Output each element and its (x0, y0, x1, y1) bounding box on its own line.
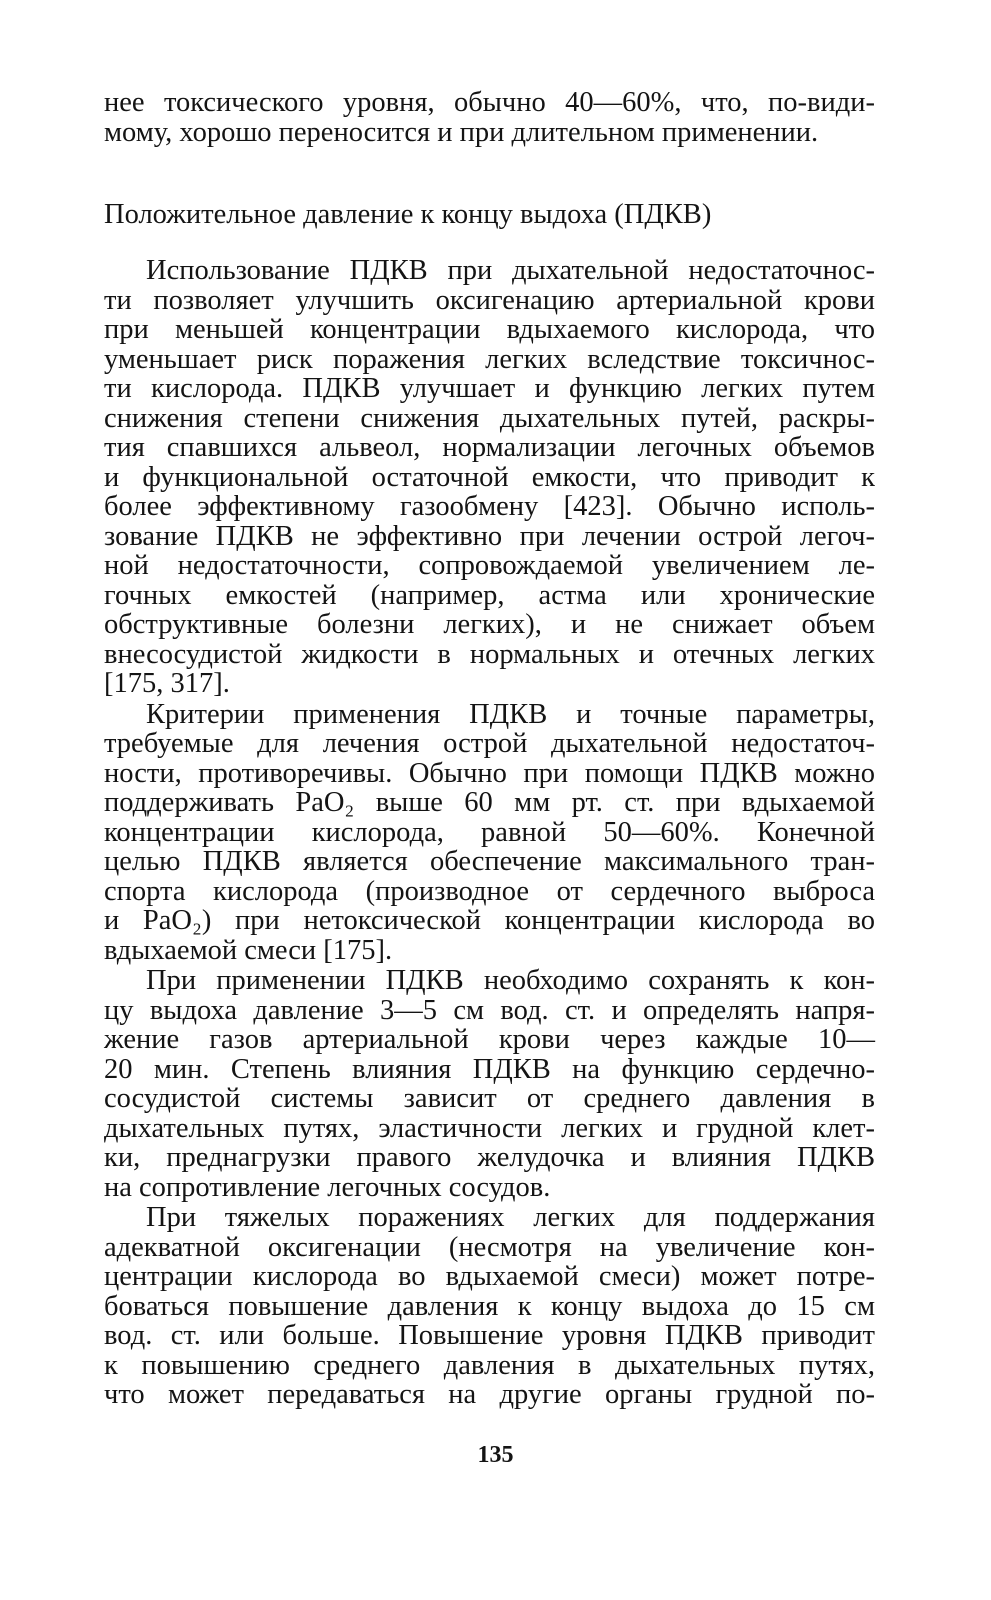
text-line: мому, хорошо переносится и при длительном применении. (104, 116, 819, 148)
text-line: 20 мин. Степень влияния ПДКВ на функцию сердечно- (104, 1053, 875, 1085)
paragraph-3 (104, 966, 875, 1202)
text-line: дыхательных путях, эластичности легких и грудной клет- (104, 1112, 875, 1144)
text-line: обструктивные болезни легких), и не снижает объем (104, 609, 875, 640)
text-line: при меньшей концентрации вдыхаемого кислорода, что (104, 314, 875, 345)
text-line: нее токсического уровня, обычно 40—60%, что, по-види- (104, 87, 875, 118)
text-line: к повышению среднего давления в дыхательных путях, (104, 1349, 875, 1381)
page-number: 135 (477, 1442, 514, 1468)
paragraph-4 (104, 1203, 875, 1410)
text-line: [175, 317]. (104, 668, 230, 699)
paragraph-2 (104, 700, 875, 966)
text-line: снижения степени снижения дыхательных путей, раскры- (104, 402, 875, 434)
text-line: уменьшает риск поражения легких вследствие токсичнос- (104, 343, 875, 375)
page-body (104, 88, 875, 1410)
text-line: гочных емкостей (например, астма или хронические (104, 579, 875, 611)
text-line: вдыхаемой смеси [175]. (104, 934, 393, 966)
text-line: ной недостаточности, сопровождаемой увеличением ле- (104, 550, 875, 581)
text-line: что может передаваться на другие органы грудной по- (104, 1379, 875, 1410)
text-line: на сопротивление легочных сосудов. (104, 1171, 551, 1203)
text-line: целью ПДКВ является обеспечение максимального тран- (104, 846, 875, 877)
text-line: ти кислорода. ПДКВ улучшает и функцию легких путем (104, 373, 875, 404)
text-line: центрации кислорода во вдыхаемой смеси) может потре- (104, 1261, 875, 1292)
text-line: зование ПДКВ не эффективно при лечении острой легоч- (104, 520, 875, 552)
text-line: тия спавшихся альвеол, нормализации легочных объемов (104, 432, 875, 463)
text-line: и PaO₂) при нетоксической концентрации кислорода во (104, 905, 875, 936)
text-line: ки, преднагрузки правого желудочка и влияния ПДКВ (104, 1142, 875, 1173)
text-line: адекватной оксигенации (несмотря на увеличение кон- (104, 1231, 875, 1263)
text-line: спорта кислорода (производное от сердечного выброса (104, 875, 875, 907)
text-line: ти позволяет улучшить оксигенацию артериальной крови (104, 284, 875, 316)
text-line: Критерии применения ПДКВ и точные параметры, (146, 698, 875, 730)
text-line: поддерживать PaO₂ выше 60 мм рт. ст. при вдыхаемой (104, 787, 875, 818)
paragraph-1 (104, 256, 875, 699)
text-line: цу выдоха давление 3—5 см вод. ст. и определять напря- (104, 994, 875, 1026)
text-line: Использование ПДКВ при дыхательной недостаточнос- (146, 255, 875, 286)
text-line: внесосудистой жидкости в нормальных и отечных легких (104, 638, 875, 670)
text-line: концентрации кислорода, равной 50—60%. Конечной (104, 816, 875, 848)
text-line: ности, противоречивы. Обычно при помощи ПДКВ можно (104, 757, 875, 789)
section-heading: Положительное давление к концу выдоха (ПДКВ) (104, 199, 712, 230)
text-line: жение газов артериальной крови через каждые 10— (104, 1024, 875, 1055)
text-line: более эффективному газообмену [423]. Обычно исполь- (104, 491, 875, 522)
text-line: требуемые для лечения острой дыхательной недостаточ- (104, 728, 875, 759)
text-line: и функциональной остаточной емкости, что приводит к (104, 461, 875, 493)
text-line: боваться повышение давления к концу выдоха до 15 см (104, 1290, 875, 1322)
text-line: При применении ПДКВ необходимо сохранять к кон- (146, 965, 875, 996)
text-line: сосудистой системы зависит от среднего давления в (104, 1083, 875, 1114)
text-line: При тяжелых поражениях легких для поддержания (146, 1202, 875, 1233)
text-line: вод. ст. или больше. Повышение уровня ПДКВ приводит (104, 1320, 875, 1351)
intro-paragraph (104, 88, 875, 147)
